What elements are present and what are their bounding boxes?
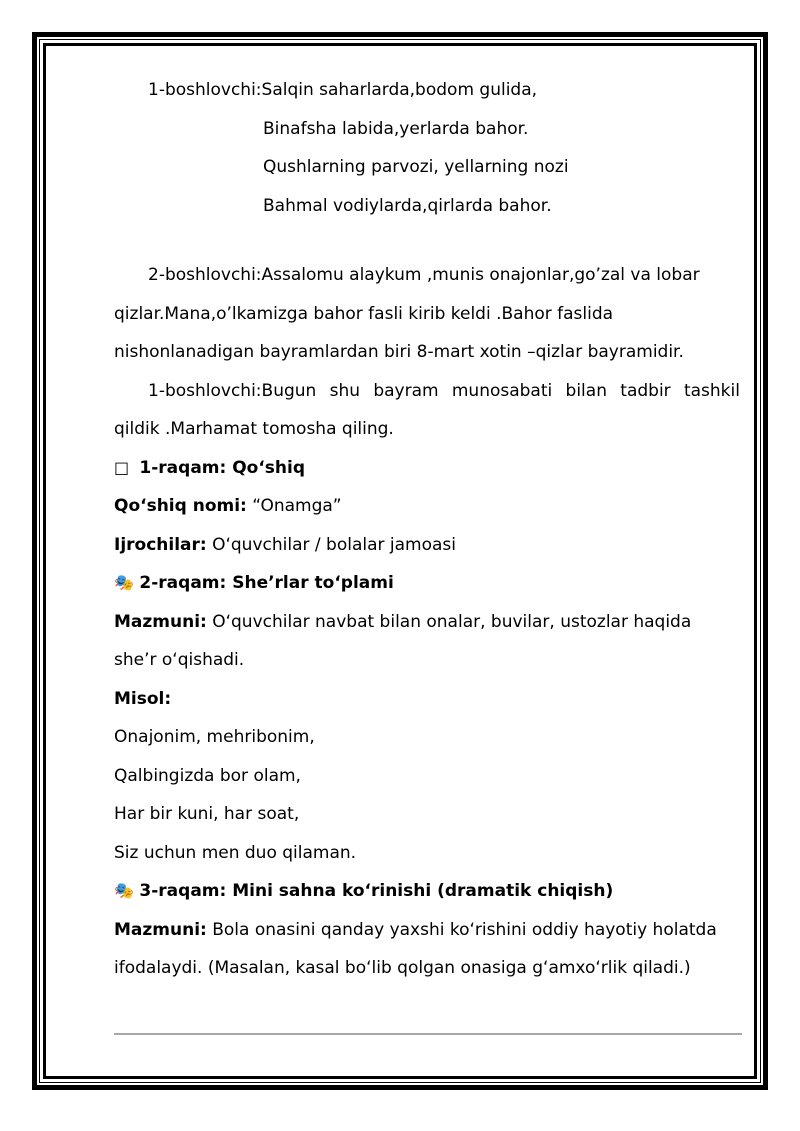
item3-content-cont: ifodalaydi. (Masalan, kasal bo‘lib qolgan onasiga g‘amxo‘rlik qiladi.) [114,958,691,978]
music-note-icon: □ [114,457,130,477]
speaker-label: 1-boshlovchi: [148,80,262,100]
item3-content [114,911,744,950]
field-value: “Onamga” [246,496,342,516]
item1-song [114,487,744,526]
theater-masks-icon: 🎭 [114,881,134,900]
field-label: Qo‘shiq nomi: [114,496,247,516]
word: tadbir [620,380,671,401]
word: shu [329,380,361,401]
poem-line: Qalbingizda bor olam, [114,765,301,786]
poem-line: Har bir kuni, har soat, [114,804,300,824]
word: bayram [373,380,439,401]
item2-title: 2-raqam: She’rlar to‘plami [139,573,394,593]
greeting-line-5: qildik .Marhamat tomosha qiling. [114,419,394,439]
item3-title: 3-raqam: Mini sahna ko‘rinishi (dramatik chiqish) [139,881,614,901]
field-value: Bola onasini qanday yaxshi ko‘rishini oddiy hayotiy holatda [206,919,717,940]
field-label: Ijrochilar: [114,534,207,555]
item2-content [114,603,744,642]
intro-line-3: Qushlarning parvozi, yellarning nozi [263,157,569,177]
item3-heading [114,872,744,911]
item2-heading [114,564,744,603]
spacer [114,225,744,256]
theater-masks-icon: 🎭 [114,573,134,592]
intro-line-2: Binafsha labida,yerlarda bahor. [263,118,529,139]
horizontal-divider [114,1033,742,1035]
document-body [114,71,744,988]
item1-performers [114,526,744,565]
poem-line: Siz uchun men duo qilaman. [114,842,357,863]
field-label: Misol: [114,688,172,709]
word: bilan [565,380,607,401]
field-value: O‘quvchilar navbat bilan onalar, buvilar, ustozlar haqida [206,611,692,632]
poem-line: Onajonim, mehribonim, [114,727,315,747]
item2-example-label [114,680,744,719]
item2-content-cont: she’r o‘qishadi. [114,650,245,670]
greeting-line-1: 2-boshlovchi:Assalomu alaykum ,munis onajonlar,go’zal va lobar [148,265,700,285]
greeting-line-3: nishonlanadigan bayramlardan biri 8-mart xotin –qizlar bayramidir. [114,342,684,362]
field-label: Mazmuni: [114,611,207,632]
poem-line: Salqin saharlarda,bodom gulida, [261,80,538,100]
intro-line-1 [114,71,744,110]
word: 1-boshlovchi:Bugun [148,380,317,401]
word: munosabati [451,380,553,401]
greeting-line-4 [114,372,740,411]
word: tashkil [683,380,740,401]
item1-title: 1-raqam: Qo‘shiq [139,457,306,478]
item1-heading [114,449,744,488]
field-label: Mazmuni: [114,919,207,940]
greeting-line-2: qizlar.Mana,o’lkamizga bahor fasli kirib keldi .Bahor faslida [114,303,614,324]
intro-line-4: Bahmal vodiylarda,qirlarda bahor. [263,195,552,216]
field-value: O‘quvchilar / bolalar jamoasi [206,534,456,555]
